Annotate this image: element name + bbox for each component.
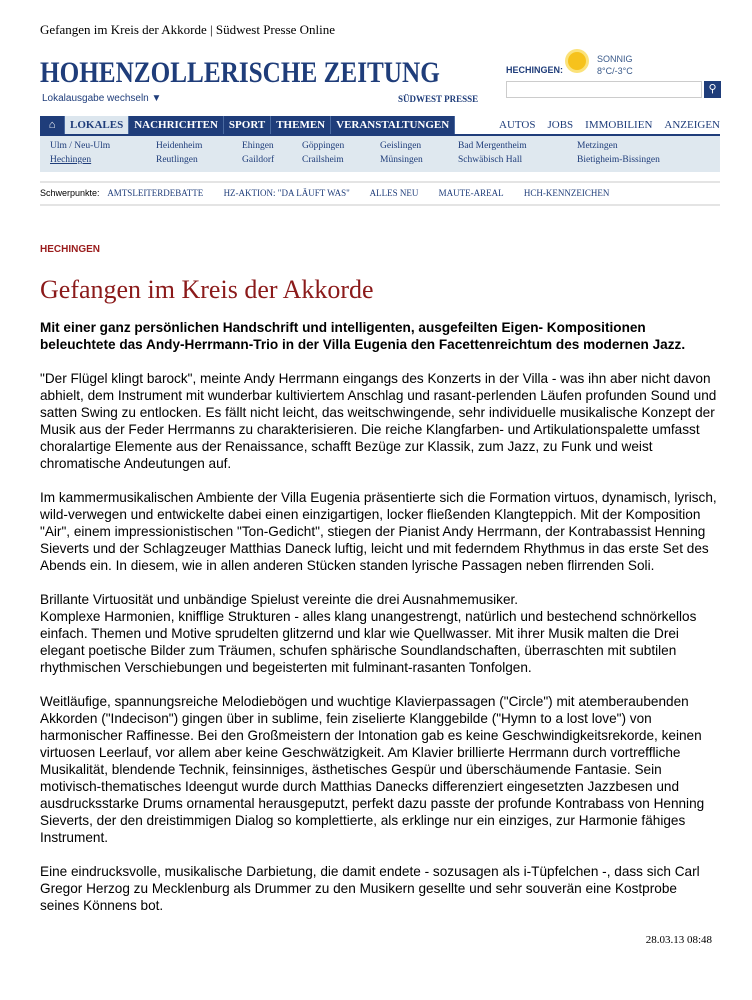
subnav-link[interactable]: Ehingen <box>242 141 274 151</box>
subnav-link[interactable]: Heidenheim <box>156 141 203 151</box>
article-paragraph: Brillante Virtuosität und unbändige Spielust vereinte die drei Ausnahmemusiker. Komplexe Harmonien, knifflige Strukturen - alles klang unangestrengt, natürlich und bestechend schnörkellos einfach. Themen und Motive sprudelten glitzernd und klar wie Quellwasser. Mit ihrer Musik malten die Drei elegant poetische Bilder zum Träumen, schufen sphärische Soundlandschaften, überraschten mit subtilen rhythmischen Verschiebungen und begeisterten mit fulminant-rasanten Tonfolgen. <box>40 592 697 675</box>
site-logo[interactable]: HOHENZOLLERISCHE ZEITUNG <box>40 56 440 89</box>
nav-themen[interactable]: THEMEN <box>271 116 331 134</box>
focus-item[interactable]: ALLES NEU <box>369 188 419 198</box>
focus-item[interactable]: HCH-KENNZEICHEN <box>523 188 610 198</box>
focus-topics <box>40 181 720 206</box>
focus-label: Schwerpunkte: <box>40 188 100 198</box>
subnav-link[interactable]: Münsingen <box>380 155 423 165</box>
page-title: Gefangen im Kreis der Akkorde | Südwest Presse Online <box>40 22 336 37</box>
print-date: 28.03.13 08:48 <box>645 934 712 946</box>
article-paragraph: Eine eindrucksvolle, musikalische Darbietung, die damit endete - sozusagen als i-Tüpfelchen -, dass sich Carl Gregor Herzog zu Mecklenburg als Drummer zu den Musikern gesellte und sehr souverän eine Kostprobe seines Könnens bot. <box>40 864 700 913</box>
main-nav <box>40 116 720 136</box>
edition-switch[interactable] <box>42 93 161 104</box>
search-icon: ⚲ <box>708 83 717 95</box>
subnav-link[interactable]: Ulm / Neu-Ulm <box>50 141 111 151</box>
search-button[interactable] <box>704 81 721 98</box>
nav-veranstaltungen[interactable]: VERANSTALTUNGEN <box>331 116 455 134</box>
nav-sport[interactable]: SPORT <box>224 116 271 134</box>
focus-item[interactable]: MAUTE-AREAL <box>438 188 504 198</box>
subnav-link[interactable]: Bietigheim-Bissingen <box>577 155 660 165</box>
subnav-link[interactable]: Crailsheim <box>302 155 344 165</box>
nav-autos[interactable]: AUTOS <box>499 119 536 131</box>
nav-immobilien[interactable]: IMMOBILIEN <box>585 119 653 131</box>
weather-condition: SONNIG <box>597 54 633 64</box>
subnav-link[interactable]: Reutlingen <box>156 155 198 165</box>
nav-anzeigen[interactable]: ANZEIGEN <box>664 119 720 131</box>
chevron-down-icon: ▼ <box>151 93 162 104</box>
weather-location: HECHINGEN: <box>506 65 564 75</box>
subnav-link[interactable]: Gaildorf <box>242 155 275 165</box>
subnav-link[interactable]: Geislingen <box>380 141 422 151</box>
subnav-link[interactable]: Metzingen <box>577 141 618 151</box>
subnav-link[interactable]: Göppingen <box>302 141 345 151</box>
nav-lokales[interactable]: LOKALES <box>65 116 129 134</box>
article-paragraph: Im kammermusikalischen Ambiente der Villa Eugenia präsentierte sich die Formation virtuos, dynamisch, lyrisch, wild-verwegen und entwickelte dabei einen einzigartigen, locker fließenden Klangteppich. Mit der Komposition "Air", einem impressionistischen "Ton-Gedicht", stiegen der Pianist Andy Herrmann, der Kontrabassist Henning Sieverts und der Schlagzeuger Matthias Daneck luftig, leicht und mit federndem Rhythmus in das erste Set des Abends ein. In diesem, wie in allen anderen Stücken standen lyrische Passagen neben flirrenden Soli. <box>40 490 717 573</box>
focus-item[interactable]: AMTSLEITERDEBATTE <box>107 188 204 198</box>
article-paragraph: "Der Flügel klingt barock", meinte Andy Herrmann eingangs des Konzerts in der Villa - was ihn aber nicht davon abhielt, dem Instrument mit wunderbar kultiviertem Anschlag und rasant-perlenden Läufen profunden Sound und satten Swing zu entlocken. Es fällt nicht leicht, das weitschwingende, sehr individuelle musikalische Konzept der Musik aus der Feder Herrmanns zu charakterisieren. Die reiche Klangfarben- und Artikulationspalette umfasst choralartige Elemente aus der Renaissance, schafft Bezüge zur Klassik, zum Jazz, zu Funk und weist chromatische Andeutungen auf. <box>40 371 717 471</box>
nav-spacer <box>455 116 487 134</box>
article-section: HECHINGEN <box>40 244 101 255</box>
subnav-link-active[interactable]: Hechingen <box>50 155 92 165</box>
edition-switch-label: Lokalausgabe wechseln <box>42 93 149 104</box>
nav-jobs[interactable]: JOBS <box>547 119 574 131</box>
home-icon[interactable]: ⌂ <box>40 116 65 134</box>
article-title: Gefangen im Kreis der Akkorde <box>40 275 374 304</box>
article-body <box>40 319 720 914</box>
focus-item[interactable]: HZ-AKTION: "DA LÄUFT WAS" <box>223 188 350 198</box>
publisher-label: SÜDWEST PRESSE <box>398 94 479 104</box>
local-subnav <box>40 136 720 172</box>
sun-icon <box>568 52 586 70</box>
article-paragraph: Weitläufige, spannungsreiche Melodiebögen und wuchtige Klavierpassagen ("Circle") mit atemberaubenden Akkorden ("Indecison") gingen über in sublime, fein ziselierte Klanggebilde ("Hymn to a lost love") von harmonischer Raffinesse. Bei den Großmeistern der Intonation gab es keine Geschwindigkeitsrekorde, keinen virtuosen Leerlauf, vor allem aber keine Geschwätzigkeit. Am Klavier brillierte Herrmann durch vortreffliche Musikalität, blendende Technik, feinsinniges, ästhetisches Gespür und überschäumende Fantasie. Sein motivisch-thematisches Ideengut wurde durch Matthias Danecks differenziert eingesetzten Jazzbesen und ausdrucksstarke Drums ornamental herausgeputzt, perfekt dazu passte der profunde Kontrabass von Henning Sieverts, der den dreistimmigen Dialog so komplettierte, als erklinge nur ein einziges, zur Harmonie fähiges Instrument. <box>40 694 705 845</box>
article-lead: Mit einer ganz persönlichen Handschrift und intelligenten, ausgefeilten Eigen- Kompositionen beleuchtete das Andy-Herrmann-Trio in der Villa Eugenia den Facettenreichtum des modernen Jazz. <box>40 320 686 352</box>
search-input[interactable] <box>506 81 702 98</box>
weather-info <box>597 53 633 77</box>
subnav-link[interactable]: Bad Mergentheim <box>458 141 527 151</box>
subnav-link[interactable]: Schwäbisch Hall <box>458 155 523 165</box>
weather-temp: 8°C/-3°C <box>597 66 633 76</box>
nav-nachrichten[interactable]: NACHRICHTEN <box>129 116 224 134</box>
